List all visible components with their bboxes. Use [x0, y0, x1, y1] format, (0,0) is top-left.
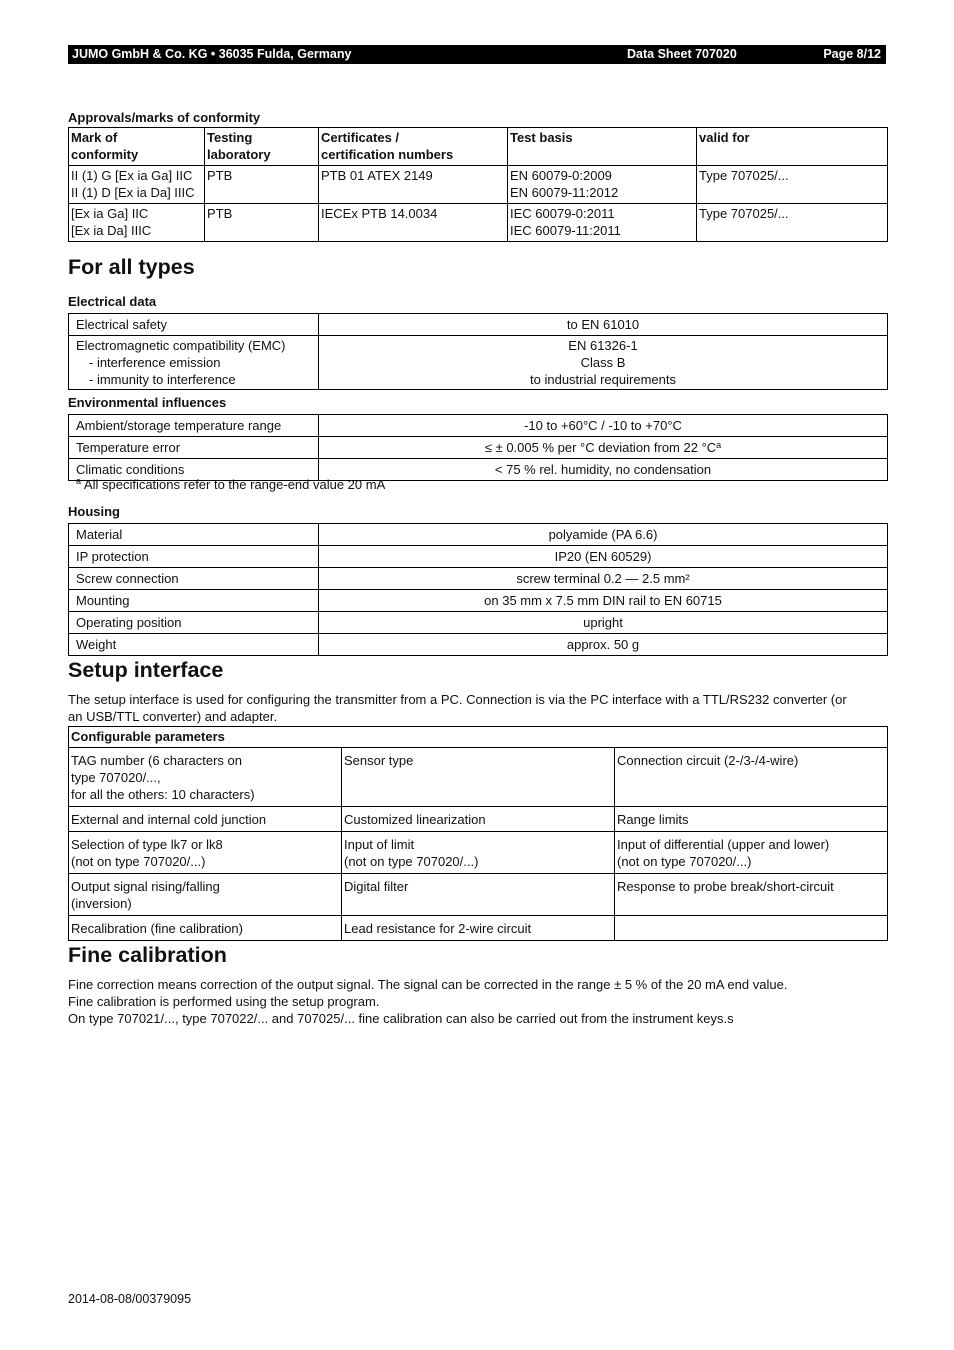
- cell-line: Mark of: [71, 130, 118, 145]
- spec-value: IP20 (EN 60529): [319, 546, 888, 568]
- table-cell: [342, 916, 615, 941]
- cell-line: IEC 60079-0:2011: [510, 206, 615, 221]
- spec-label: Weight: [69, 634, 319, 656]
- footnote-marker: a: [76, 476, 82, 486]
- table-cell: [69, 166, 205, 204]
- spec-label: IP protection: [69, 546, 319, 568]
- spec-value: [319, 437, 888, 459]
- table-row: [69, 204, 888, 242]
- table-cell: [508, 166, 697, 204]
- table-cell: [69, 874, 342, 916]
- table-row: [69, 568, 888, 590]
- spec-value-text: ≤ ± 0.005 % per °C deviation from 22 °C: [484, 440, 717, 455]
- emc-label: Electromagnetic compatibility (EMC): [76, 338, 286, 353]
- setup-text-line: The setup interface is used for configuring the transmitter from a PC. Connection is via the PC interface with a TTL/RS232 converter (or: [68, 692, 847, 707]
- spec-label: Material: [69, 524, 319, 546]
- header-data-sheet: Data Sheet 707020: [627, 47, 737, 61]
- table-row: [69, 415, 888, 437]
- spec-value: [319, 459, 888, 481]
- spec-value: screw terminal 0.2 — 2.5 mm²: [319, 568, 888, 590]
- spec-value: approx. 50 g: [319, 634, 888, 656]
- housing-title: Housing: [68, 504, 120, 519]
- table-cell: [69, 807, 342, 832]
- spec-label: Operating position: [69, 612, 319, 634]
- heading-fine-calibration: Fine calibration: [68, 943, 227, 967]
- table-cell: [615, 807, 888, 832]
- electrical-data-title: Electrical data: [68, 294, 157, 309]
- spec-value: [319, 336, 888, 390]
- heading-setup-interface: Setup interface: [68, 658, 224, 682]
- page-header-bar: [68, 45, 886, 64]
- cell-line: II (1) D [Ex ia Da] IIIC: [71, 185, 195, 200]
- table-cell: [205, 204, 319, 242]
- approvals-table: [68, 127, 888, 242]
- cell-line: Sensor type: [344, 753, 414, 768]
- column-header: [319, 128, 508, 166]
- table-row: [69, 634, 888, 656]
- cell-line: TAG number (6 characters on: [71, 753, 242, 768]
- emc-value: EN 61326-1: [568, 338, 638, 353]
- table-row: [69, 874, 888, 916]
- spec-value: to EN 61010: [319, 314, 888, 336]
- header-page-number: Page 8/12: [823, 47, 881, 61]
- column-header: [697, 128, 888, 166]
- spec-label: Screw connection: [69, 568, 319, 590]
- table-cell: [615, 832, 888, 874]
- spec-label: Electrical safety: [69, 314, 319, 336]
- table-cell: [342, 748, 615, 807]
- cell-line: Type 707025/...: [699, 206, 789, 221]
- cell-line: Customized linearization: [344, 812, 486, 827]
- configurable-parameters-table: [68, 726, 888, 941]
- table-row: [69, 166, 888, 204]
- cell-line: (not on type 707020/...): [71, 854, 206, 869]
- table-cell: [69, 832, 342, 874]
- cell-line: conformity: [71, 147, 139, 162]
- footnote-text: All specifications refer to the range-end value 20 mA: [83, 477, 386, 492]
- cell-line: Type 707025/...: [699, 168, 789, 183]
- table-cell: [697, 166, 888, 204]
- cell-line: PTB 01 ATEX 2149: [321, 168, 433, 183]
- config-table-title: Configurable parameters: [69, 727, 888, 748]
- cell-line: Range limits: [617, 812, 689, 827]
- emission-label: - interference emission: [89, 355, 221, 370]
- table-cell: [205, 166, 319, 204]
- approvals-header-row: [69, 128, 888, 166]
- fine-calibration-text: [68, 976, 890, 1027]
- cell-line: Testing: [207, 130, 253, 145]
- table-row: [69, 727, 888, 748]
- spec-label: Ambient/storage temperature range: [69, 415, 319, 437]
- cell-line: PTB: [207, 168, 233, 183]
- cell-line: certification numbers: [321, 147, 454, 162]
- footnote: [76, 477, 385, 492]
- fine-text-line: Fine correction means correction of the output signal. The signal can be corrected in the range ± 5 % of the 20 mA end value.: [68, 977, 788, 992]
- spec-value: polyamide (PA 6.6): [319, 524, 888, 546]
- cell-line: Lead resistance for 2-wire circuit: [344, 921, 532, 936]
- cell-line: Input of limit: [344, 837, 415, 852]
- cell-line: PTB: [207, 206, 233, 221]
- cell-line: Recalibration (fine calibration): [71, 921, 243, 936]
- cell-line: Response to probe break/short-circuit: [617, 879, 834, 894]
- table-cell: [342, 807, 615, 832]
- cell-line: Test basis: [510, 130, 573, 145]
- column-header: [508, 128, 697, 166]
- cell-line: valid for: [699, 130, 750, 145]
- table-row: [69, 832, 888, 874]
- fine-text-line: On type 707021/..., type 707022/... and 707025/... fine calibration can also be carried out from the instrument keys.s: [68, 1011, 734, 1026]
- table-row: [69, 546, 888, 568]
- table-cell: [342, 832, 615, 874]
- cell-line: Selection of type lk7 or lk8: [71, 837, 223, 852]
- cell-line: EN 60079-11:2012: [510, 185, 619, 200]
- table-row: [69, 916, 888, 941]
- table-row: [69, 612, 888, 634]
- cell-line: laboratory: [207, 147, 271, 162]
- immunity-value: to industrial requirements: [530, 372, 676, 387]
- electrical-data-table: [68, 313, 888, 390]
- column-header: [69, 128, 205, 166]
- table-row: [69, 437, 888, 459]
- spec-value: [319, 415, 888, 437]
- cell-line: for all the others: 10 characters): [71, 787, 255, 802]
- housing-table: [68, 523, 888, 656]
- cell-line: Input of differential (upper and lower): [617, 837, 830, 852]
- table-cell: [508, 204, 697, 242]
- spec-label: Temperature error: [69, 437, 319, 459]
- table-cell: [615, 916, 888, 941]
- table-cell: [615, 748, 888, 807]
- cell-line: [Ex ia Da] IIIC: [71, 223, 152, 238]
- spec-label: Mounting: [69, 590, 319, 612]
- cell-line: IECEx PTB 14.0034: [321, 206, 438, 221]
- approvals-title: Approvals/marks of conformity: [68, 110, 261, 125]
- table-row: [69, 748, 888, 807]
- fine-text-line: Fine calibration is performed using the setup program.: [68, 994, 380, 1009]
- table-row: [69, 524, 888, 546]
- heading-for-all-types: For all types: [68, 255, 195, 279]
- table-cell: [69, 916, 342, 941]
- table-row: [69, 807, 888, 832]
- table-row: [69, 336, 888, 390]
- setup-text-line: an USB/TTL converter) and adapter.: [68, 709, 278, 724]
- table-cell: [69, 204, 205, 242]
- cell-line: Connection circuit (2-/3-/4-wire): [617, 753, 799, 768]
- cell-line: Output signal rising/falling: [71, 879, 220, 894]
- cell-line: (not on type 707020/...): [344, 854, 479, 869]
- document-id-footer: 2014-08-08/00379095: [68, 1292, 192, 1306]
- spec-value: upright: [319, 612, 888, 634]
- spec-label: [69, 336, 319, 390]
- table-row: [69, 314, 888, 336]
- table-cell: [319, 204, 508, 242]
- table-cell: [319, 166, 508, 204]
- cell-line: II (1) G [Ex ia Ga] IIC: [71, 168, 193, 183]
- environmental-table: [68, 414, 888, 481]
- emission-value: Class B: [580, 355, 626, 370]
- cell-line: Digital filter: [344, 879, 409, 894]
- cell-line: [Ex ia Ga] IIC: [71, 206, 149, 221]
- environmental-title: Environmental influences: [68, 395, 227, 410]
- table-row: [69, 590, 888, 612]
- cell-line: (inversion): [71, 896, 132, 911]
- footnote-marker: a: [716, 440, 722, 450]
- cell-line: EN 60079-0:2009: [510, 168, 612, 183]
- cell-line: type 707020/...,: [71, 770, 161, 785]
- spec-value-text: -10 to +60°C / -10 to +70°C: [524, 418, 682, 433]
- setup-description: [68, 691, 890, 725]
- table-cell: [615, 874, 888, 916]
- cell-line: External and internal cold junction: [71, 812, 267, 827]
- header-company: JUMO GmbH & Co. KG • 36035 Fulda, Germany: [72, 47, 352, 61]
- table-cell: [342, 874, 615, 916]
- spec-value-text: < 75 % rel. humidity, no condensation: [494, 462, 712, 477]
- column-header: [205, 128, 319, 166]
- table-cell: [69, 748, 342, 807]
- spec-label: Climatic conditions: [69, 459, 319, 481]
- cell-line: IEC 60079-11:2011: [510, 223, 621, 238]
- cell-line: Certificates /: [321, 130, 400, 145]
- cell-line: (not on type 707020/...): [617, 854, 752, 869]
- table-cell: [697, 204, 888, 242]
- spec-value: on 35 mm x 7.5 mm DIN rail to EN 60715: [319, 590, 888, 612]
- immunity-label: - immunity to interference: [89, 372, 236, 387]
